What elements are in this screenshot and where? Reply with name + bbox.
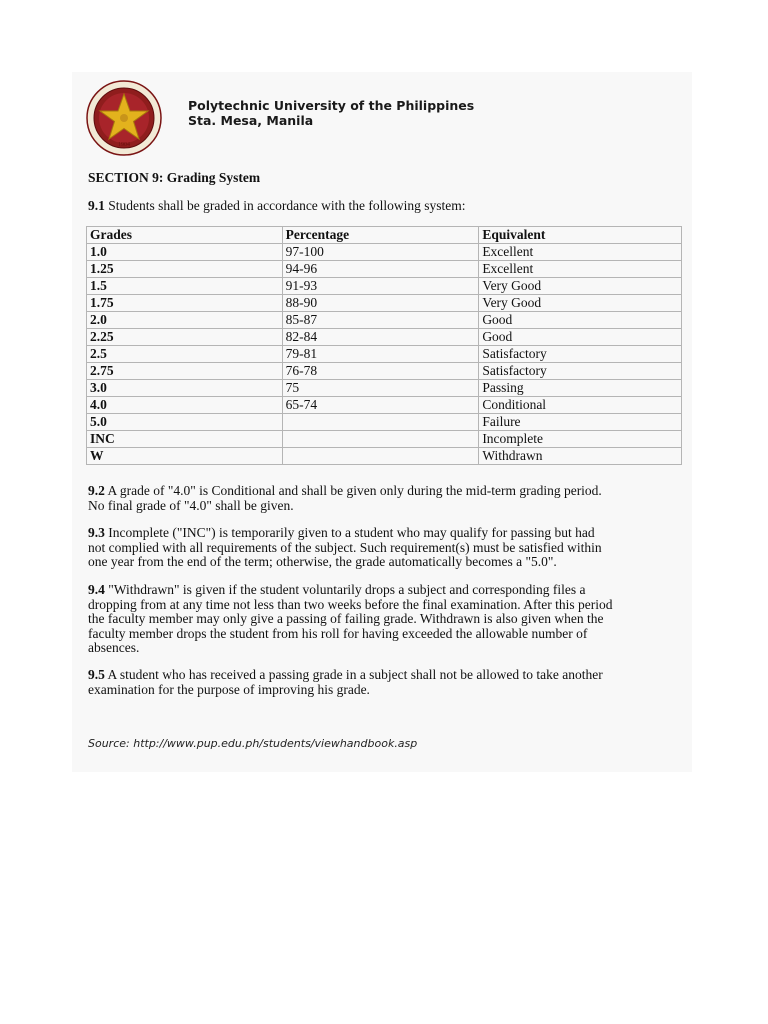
grade-cell: 1.75 [87,295,283,312]
seal-icon [84,80,164,160]
paragraph-line: absences. [88,640,140,655]
equivalent-cell: Conditional [479,397,682,414]
table-row [87,244,682,261]
percentage-cell: 82-84 [282,329,479,346]
equivalent-cell: Good [479,312,682,329]
paragraph-text: Students shall be graded in accordance with the following system: [104,198,466,213]
paragraph-number: 9.5 [88,667,105,682]
grade-cell: 1.25 [87,261,283,278]
table-row [87,431,682,448]
percentage-cell: 65-74 [282,397,479,414]
university-name-block [188,98,474,128]
percentage-cell: 88-90 [282,295,479,312]
percentage-cell: 94-96 [282,261,479,278]
paragraph-line: dropping from at any time not less than two weeks before the final examination. After this period [88,596,613,612]
grade-cell: 2.0 [87,312,283,329]
percentage-cell: 91-93 [282,278,479,295]
section-title: SECTION 9: Grading System [88,170,261,185]
paragraph-9-4 [88,583,688,656]
grade-cell: 5.0 [87,414,283,431]
equivalent-cell: Satisfactory [479,346,682,363]
paragraph-line: "Withdrawn" is given if the student voluntarily drops a subject and corresponding files a [104,582,586,597]
grade-cell: INC [87,431,283,448]
equivalent-cell: Excellent [479,244,682,261]
grade-cell: 2.5 [87,346,283,363]
percentage-cell: 79-81 [282,346,479,363]
grade-cell: 4.0 [87,397,283,414]
paragraph-number: 9.4 [88,582,105,597]
seal-year: 1904 [118,142,130,148]
document-header [84,80,684,160]
paragraph-line: A grade of "4.0" is Conditional and shall be given only during the mid-term grading period. [104,483,602,498]
table-row [87,363,682,380]
equivalent-cell: Very Good [479,295,682,312]
paragraph-line: not complied with all requirements of the subject. Such requirement(s) must be satisfied within [88,539,602,555]
equivalent-cell: Incomplete [479,431,682,448]
paragraph-line: the faculty member may only give a passing of failing grade. Withdrawn is also given when the [88,611,604,626]
table-row [87,312,682,329]
paragraph-line: one year from the end of the term; otherwise, the grade automatically becomes a "5.0". [88,554,557,569]
table-row [87,380,682,397]
paragraph-9-2 [88,484,688,513]
percentage-cell: 76-78 [282,363,479,380]
paragraph-number: 9.1 [88,198,105,213]
table-row [87,448,682,465]
paragraph-9-5 [88,668,688,697]
paragraph-9-1 [88,199,688,214]
table-header-row [87,227,682,244]
equivalent-cell: Withdrawn [479,448,682,465]
equivalent-cell: Excellent [479,261,682,278]
equivalent-cell: Passing [479,380,682,397]
grade-cell: 1.0 [87,244,283,261]
university-seal-logo [84,80,164,160]
column-header-grades: Grades [87,227,283,244]
percentage-cell: 75 [282,380,479,397]
percentage-cell [282,448,479,465]
table-row [87,278,682,295]
percentage-cell [282,414,479,431]
paragraph-line: Incomplete ("INC") is temporarily given to a student who may qualify for passing but had [104,525,595,540]
table-row [87,261,682,278]
grading-table [86,226,682,465]
grade-cell: 2.25 [87,329,283,346]
grade-cell: 3.0 [87,380,283,397]
percentage-cell: 85-87 [282,312,479,329]
equivalent-cell: Very Good [479,278,682,295]
table-row [87,329,682,346]
table-row [87,414,682,431]
paragraph-line: examination for the purpose of improving his grade. [88,681,370,697]
grade-cell: W [87,448,283,465]
grade-cell: 2.75 [87,363,283,380]
equivalent-cell: Good [479,329,682,346]
paragraph-line: No final grade of "4.0" shall be given. [88,497,294,513]
paragraph-9-3 [88,526,688,570]
paragraph-line: faculty member drops the student from his roll for having exceeded the allowable number of [88,625,588,641]
university-name: Polytechnic University of the Philippines [188,98,475,113]
table-row [87,397,682,414]
column-header-percentage: Percentage [282,227,479,244]
paragraph-number: 9.2 [88,483,105,498]
equivalent-cell: Satisfactory [479,363,682,380]
paragraph-line: A student who has received a passing grade in a subject shall not be allowed to take another [104,667,603,682]
table-row [87,295,682,312]
table-row [87,346,682,363]
university-location: Sta. Mesa, Manila [188,113,314,128]
source-citation: Source: http://www.pup.edu.ph/students/viewhandbook.asp [88,737,418,750]
grade-cell: 1.5 [87,278,283,295]
paragraph-number: 9.3 [88,525,105,540]
column-header-equivalent: Equivalent [479,227,682,244]
percentage-cell [282,431,479,448]
equivalent-cell: Failure [479,414,682,431]
percentage-cell: 97-100 [282,244,479,261]
